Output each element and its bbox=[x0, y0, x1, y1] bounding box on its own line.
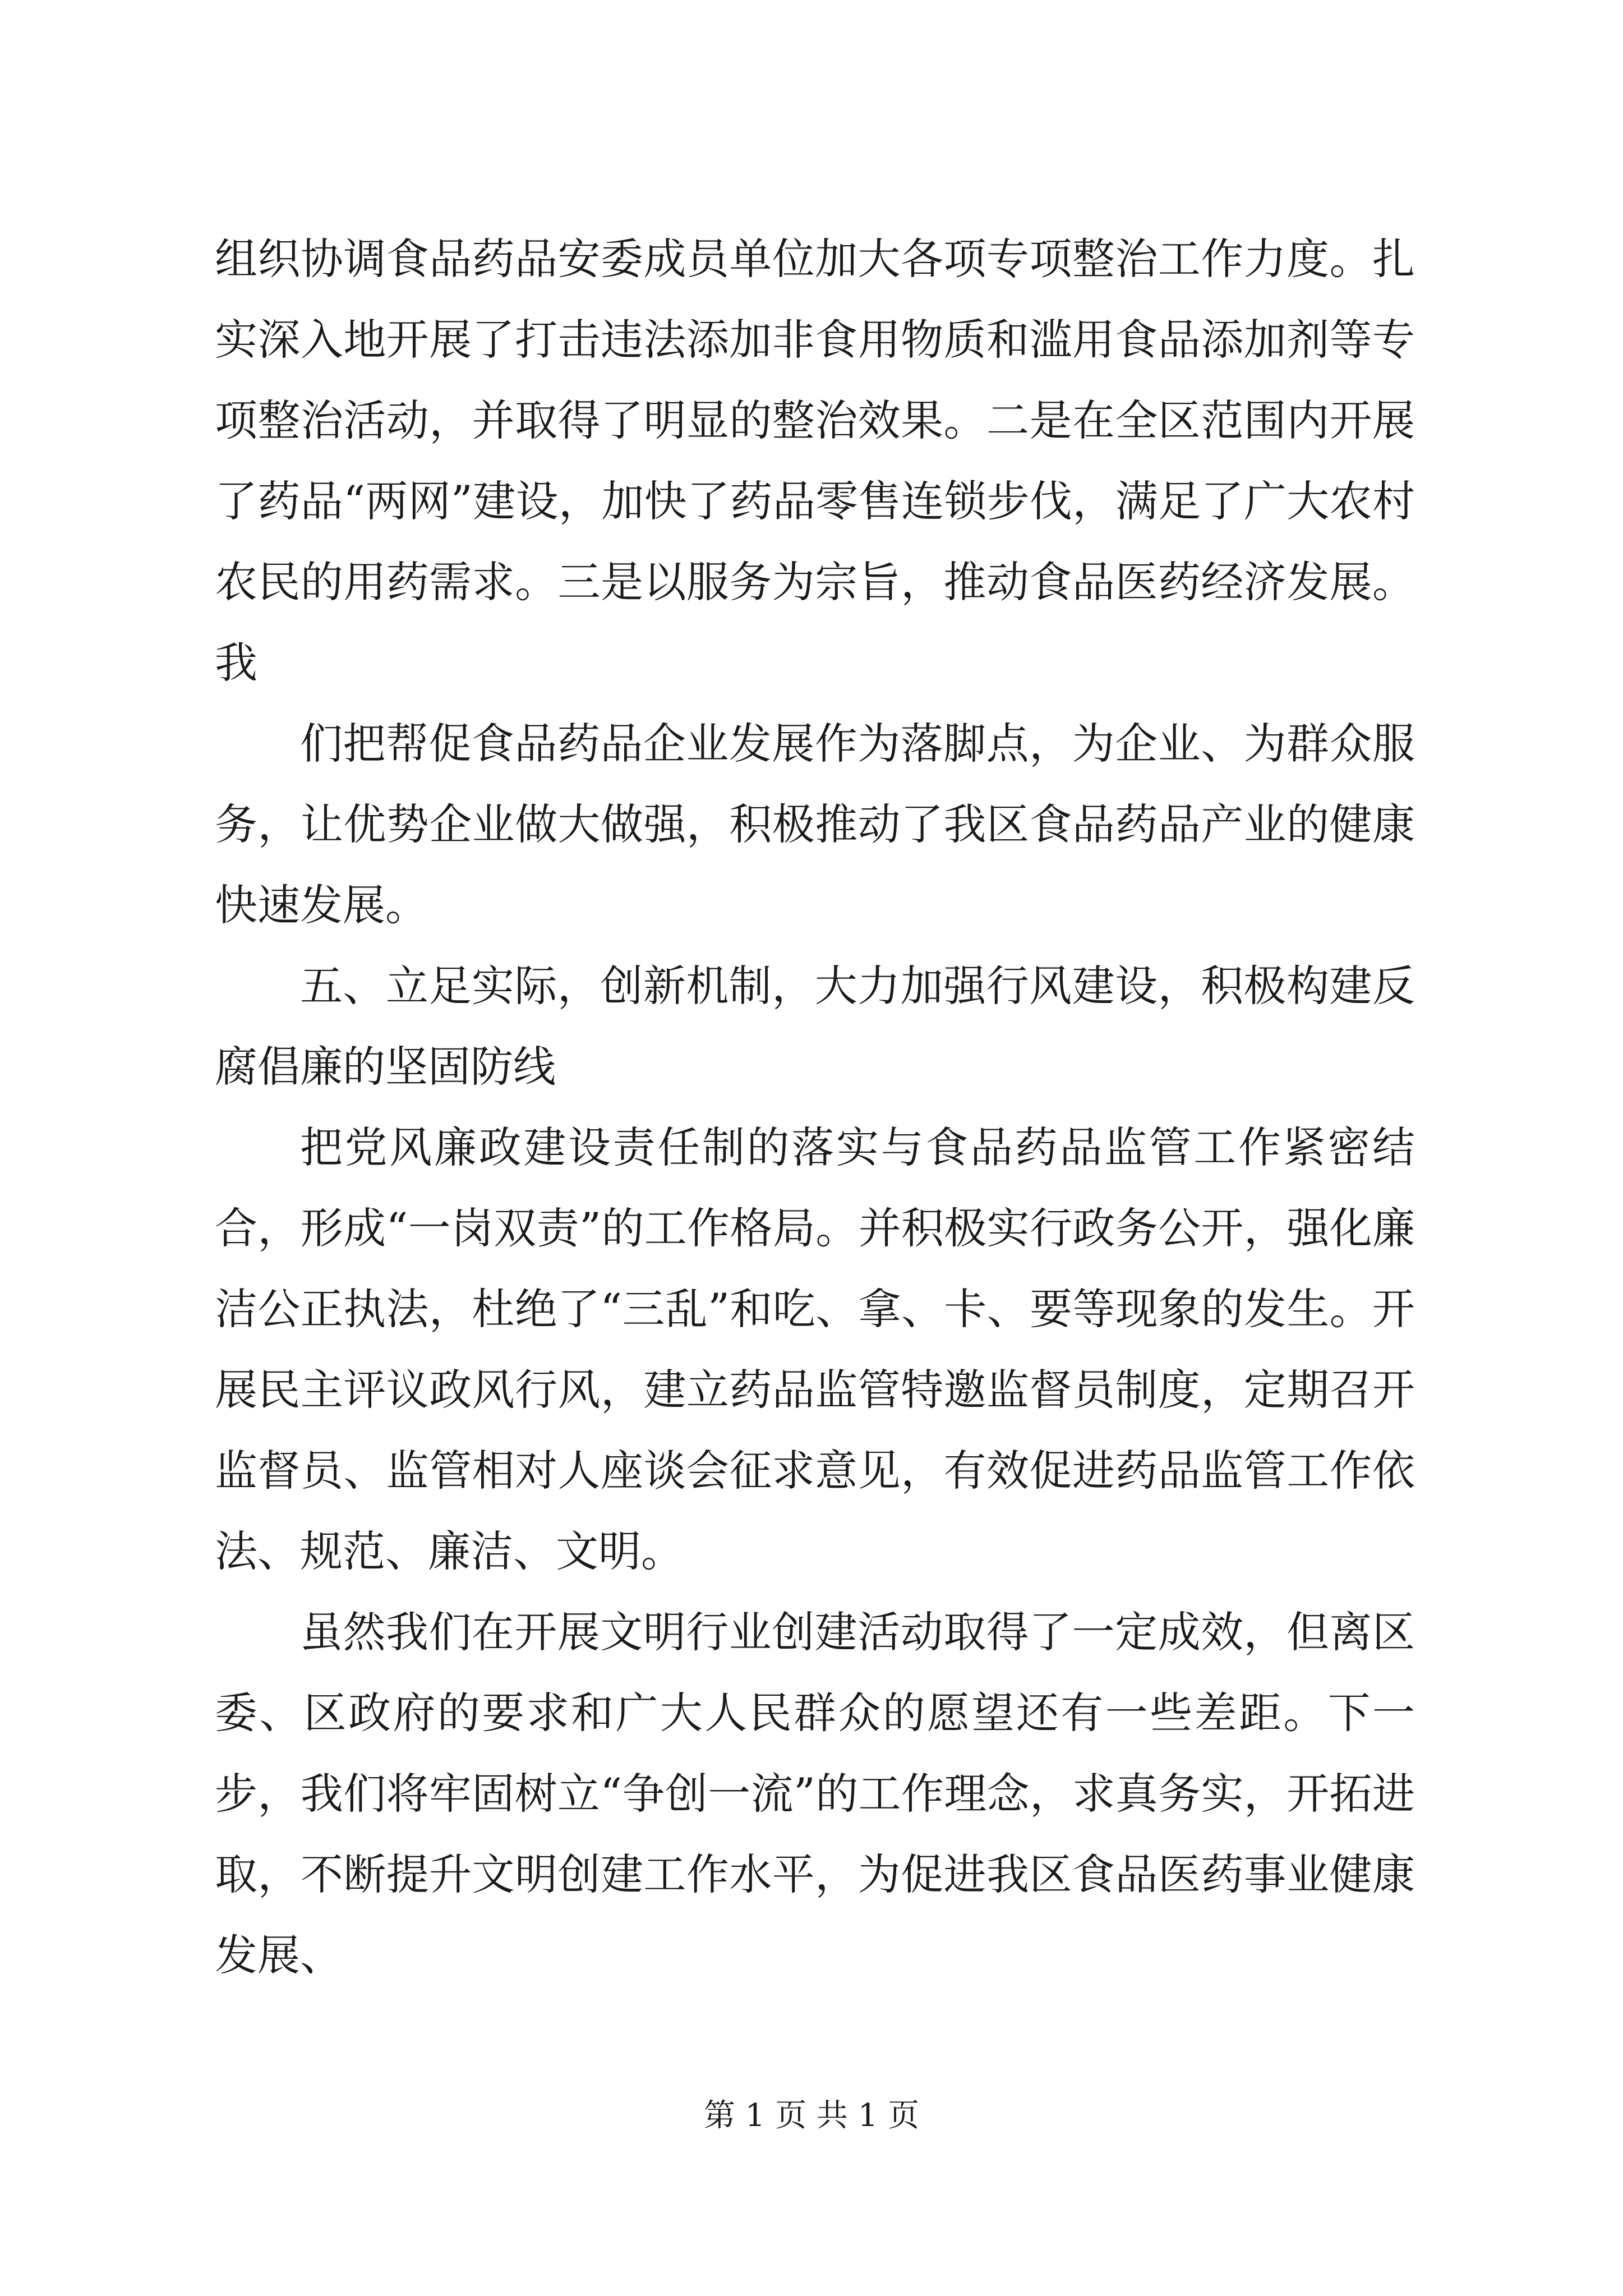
paragraph-1: 组织协调食品药品安委成员单位加大各项专项整治工作力度。扎实深入地开展了打击违法添加非食用物质和滥用食品添加剂等专项整治活动，并取得了明显的整治效果。二是在全区范围内开展了药品“两网”建设，加快了药品零售连锁步伐，满足了广大农村农民的用药需求。三是以服务为宗旨，推动食品医药经济发展。我 bbox=[215, 234, 1415, 688]
document-body bbox=[215, 219, 1415, 1996]
paragraph-3: 把党风廉政建设责任制的落实与食品药品监管工作紧密结合，形成“一岗双责”的工作格局。并积极实行政务公开，强化廉洁公正执法，杜绝了“三乱”和吃、拿、卡、要等现象的发生。开展民主评议政风行风，建立药品监管特邀监督员制度，定期召开监督员、监管相对人座谈会征求意见，有效促进药品监管工作依法、规范、廉洁、文明。 bbox=[215, 1122, 1415, 1576]
section-heading-5: 五、立足实际，创新机制，大力加强行风建设，积极构建反腐倡廉的坚固防线 bbox=[215, 961, 1415, 1092]
paragraph-2: 们把帮促食品药品企业发展作为落脚点，为企业、为群众服务，让优势企业做大做强，积极推动了我区食品药品产业的健康快速发展。 bbox=[215, 719, 1415, 930]
page-footer: 第 1 页 共 1 页 bbox=[703, 2097, 920, 2134]
paragraph-4: 虽然我们在开展文明行业创建活动取得了一定成效，但离区委、区政府的要求和广大人民群众的愿望还有一些差距。下一步，我们将牢固树立“争创一流”的工作理念，求真务实，开拓进取，不断提升文明创建工作水平，为促进我区食品医药事业健康发展、 bbox=[215, 1607, 1415, 1980]
